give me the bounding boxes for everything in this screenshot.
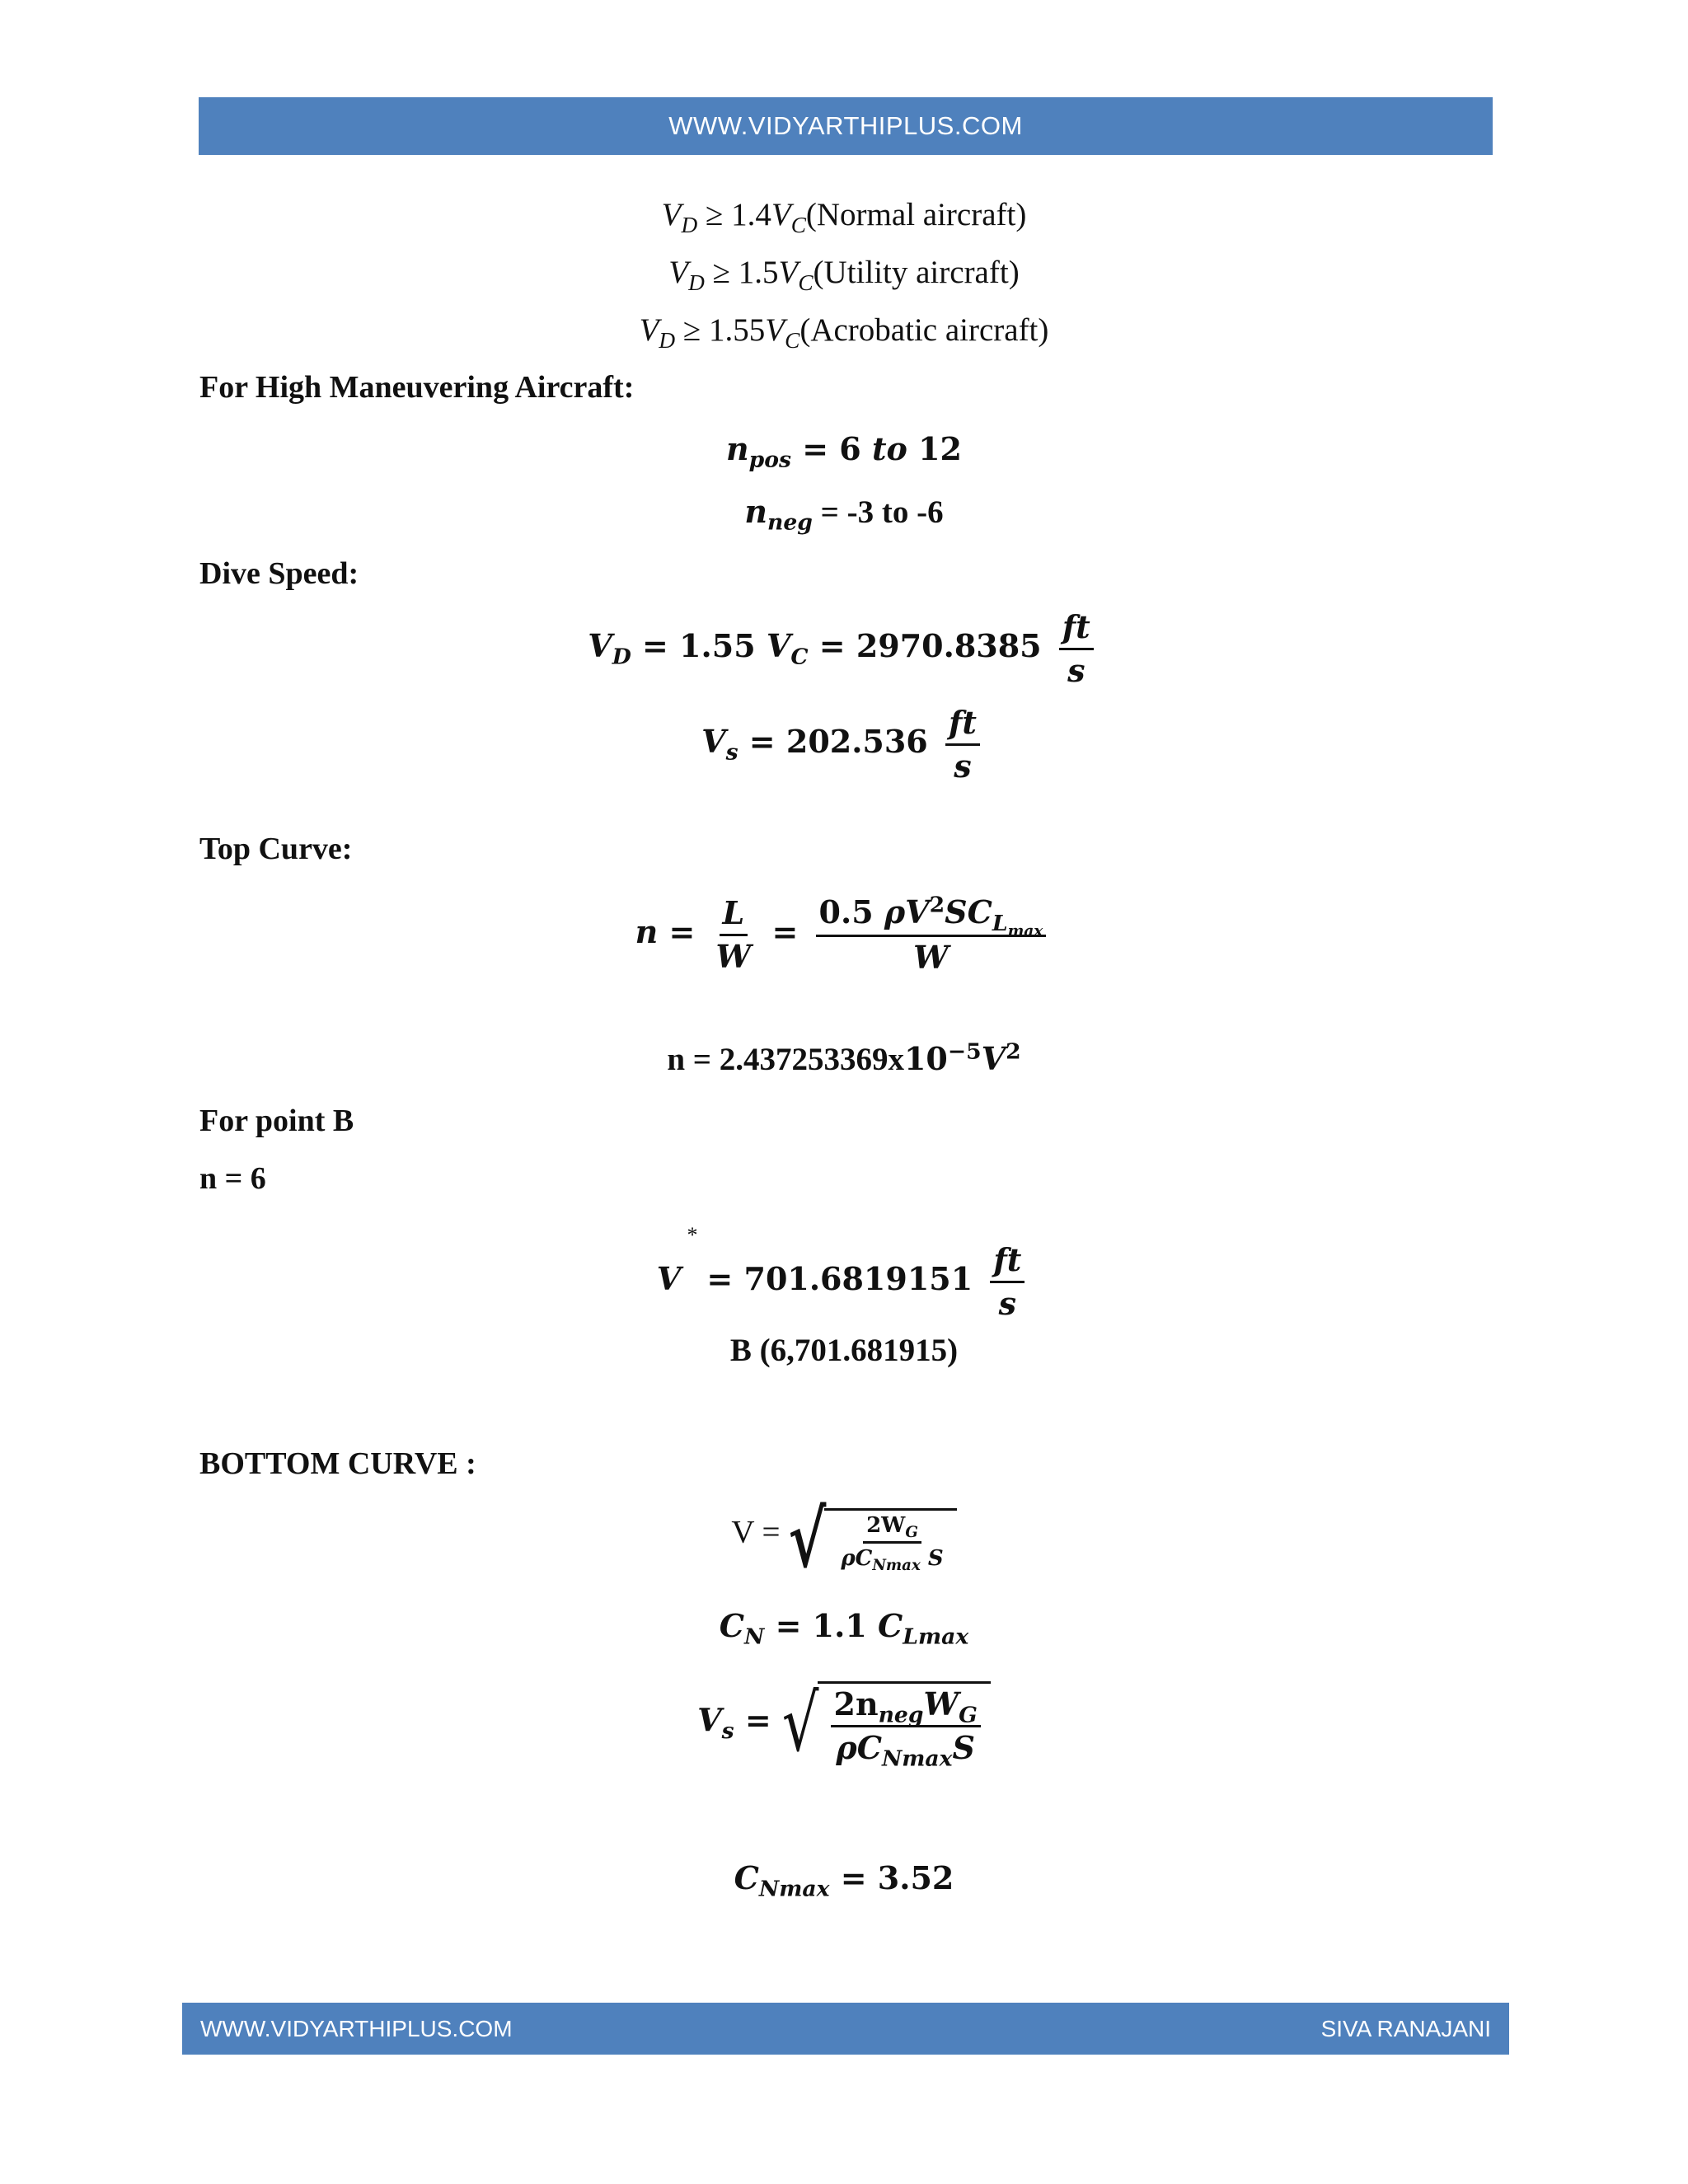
ten: 10 [903,1040,948,1077]
value: = 2970.8385 [808,626,1053,664]
rhs: = 6 [802,430,872,467]
sub: L [992,910,1008,936]
header-site-text: WWW.VIDYARTHIPLUS.COM [668,111,1023,140]
footer-author-text: SIVA RANAJANI [1320,2016,1491,2041]
fraction [837,1513,946,1574]
sub: N [744,1624,765,1650]
subsub: max [1007,921,1043,940]
var: V [766,626,791,664]
fraction-lift [816,892,1047,976]
den-text: ρC [836,1728,882,1766]
sub: Nmax [881,1746,953,1772]
sub: C [785,327,800,353]
var: n [635,912,659,950]
eq-vd [0,610,1688,688]
end: 12 [907,430,962,467]
to: to [871,430,907,467]
sub: G [959,1702,978,1728]
sub: D [688,269,705,295]
unit-fraction [990,1243,1025,1321]
sub: Nmax [872,1556,921,1574]
mid: = 1.55 [631,626,767,664]
eq-vs-neg [0,1677,1688,1772]
w: W [923,1685,959,1722]
eq: = [658,912,706,950]
den-text: ρC [841,1545,873,1571]
sub: Nmax [758,1876,830,1902]
rhs: = -3 to -6 [812,494,944,530]
exp: 2 [929,892,945,918]
num [816,892,1047,940]
sub: neg [878,1702,924,1728]
eq-load-factor [0,892,1688,976]
sub: neg [767,509,813,536]
num: ft [948,704,977,741]
sub: s [725,739,738,766]
den [832,1727,978,1772]
var: V [701,722,726,760]
var: V [656,1259,682,1297]
point-b-coords: B (6,701.681915) [729,1333,959,1368]
sqrt: √ $\frac{2n_{neg}W_G}{\rho C_{Nmax}S}$ [782,1681,991,1765]
v-eq: V = [731,1514,789,1550]
fraction [831,1685,981,1772]
op: ≥ [705,197,724,232]
page-header-banner [199,97,1493,155]
sub: G [905,1524,918,1542]
op: ≥ [682,312,701,348]
eq-vs [0,705,1688,784]
sub: Lmax [903,1624,969,1650]
sqrt: √ $\frac{2W_G}{\rho C_{Nmax} S}$ [788,1508,956,1570]
den: s [998,1284,1017,1322]
eq: = [761,912,809,950]
category: (Acrobatic aircraft) [799,312,1049,348]
page-footer-banner [182,2003,1509,2055]
var: V [661,197,682,232]
exp: −5 [947,1038,982,1065]
footer-site-text: WWW.VIDYARTHIPLUS.COM [200,2016,513,2041]
den: s [954,747,972,785]
factor: 1.55 [709,312,766,348]
var: V [668,255,689,290]
heading-high-maneuvering: For High Maneuvering Aircraft: [199,370,635,405]
heading-top-curve: Top Curve: [199,832,353,866]
s: S [952,1728,975,1766]
den: W [715,937,752,975]
s: SC [945,893,992,930]
var: C [719,1607,745,1644]
s: S [920,1545,944,1571]
var: C [734,1859,759,1896]
var: V [778,255,799,290]
eq-v-sqrt [0,1492,1688,1585]
rule-normal-aircraft [0,196,1688,237]
var: V [639,312,659,348]
den [837,1544,946,1574]
sub: C [790,644,809,670]
eq-vstar [0,1243,1688,1321]
vexp: 2 [1006,1038,1021,1065]
eq: = [734,1701,782,1739]
rule-acrobatic-aircraft [0,312,1688,353]
sub: s [721,1718,734,1744]
den: W [913,938,949,976]
heading-dive-speed: Dive Speed: [199,556,359,591]
point-b-n: n = 6 [199,1161,266,1196]
eq-cnmax [0,1859,1688,1902]
value: = 202.536 [738,722,939,760]
sub: pos [748,447,791,473]
unit-fraction [1059,610,1094,688]
den: s [1067,651,1085,689]
sub: D [681,212,698,237]
rho: ρV [884,893,930,930]
heading-point-b: For point B [199,1104,354,1138]
eq-cn [0,1607,1688,1650]
heading-bottom-curve: BOTTOM CURVE : [199,1446,476,1481]
fraction-lw [713,896,755,974]
factor: 1.5 [738,255,779,290]
op: ≥ [712,255,730,290]
var: V [697,1701,722,1739]
eq-n-neg [0,493,1688,536]
mid: = 1.1 [764,1607,878,1644]
num-text: 2n [833,1685,879,1722]
value: = 701.6819151 [696,1259,984,1297]
var: n [744,493,768,530]
lhs: n = 2.437253369x [667,1042,904,1077]
var: C [878,1607,903,1644]
var: n [726,430,749,467]
sub: C [790,212,806,237]
sub: C [798,269,814,295]
eq-n-pos [0,430,1688,473]
num: ft [1062,608,1090,645]
num: L [720,896,748,936]
coef: 0.5 [818,893,884,930]
num: ft [993,1241,1022,1278]
num [863,1514,921,1544]
sub: D [612,644,631,670]
num [831,1687,981,1727]
star: * [687,1223,698,1247]
num-text: 2W [866,1513,906,1538]
eq-load-factor-result [0,1040,1688,1078]
category: (Normal aircraft) [805,197,1027,232]
category: (Utility aircraft) [813,255,1020,290]
unit-fraction [945,705,980,784]
v: V [981,1040,1006,1077]
var: V [765,312,785,348]
value: = 3.52 [829,1859,954,1896]
factor: 1.4 [731,197,771,232]
var: V [771,197,791,232]
var: V [588,626,612,664]
sub: D [659,327,676,353]
rule-utility-aircraft [0,254,1688,295]
